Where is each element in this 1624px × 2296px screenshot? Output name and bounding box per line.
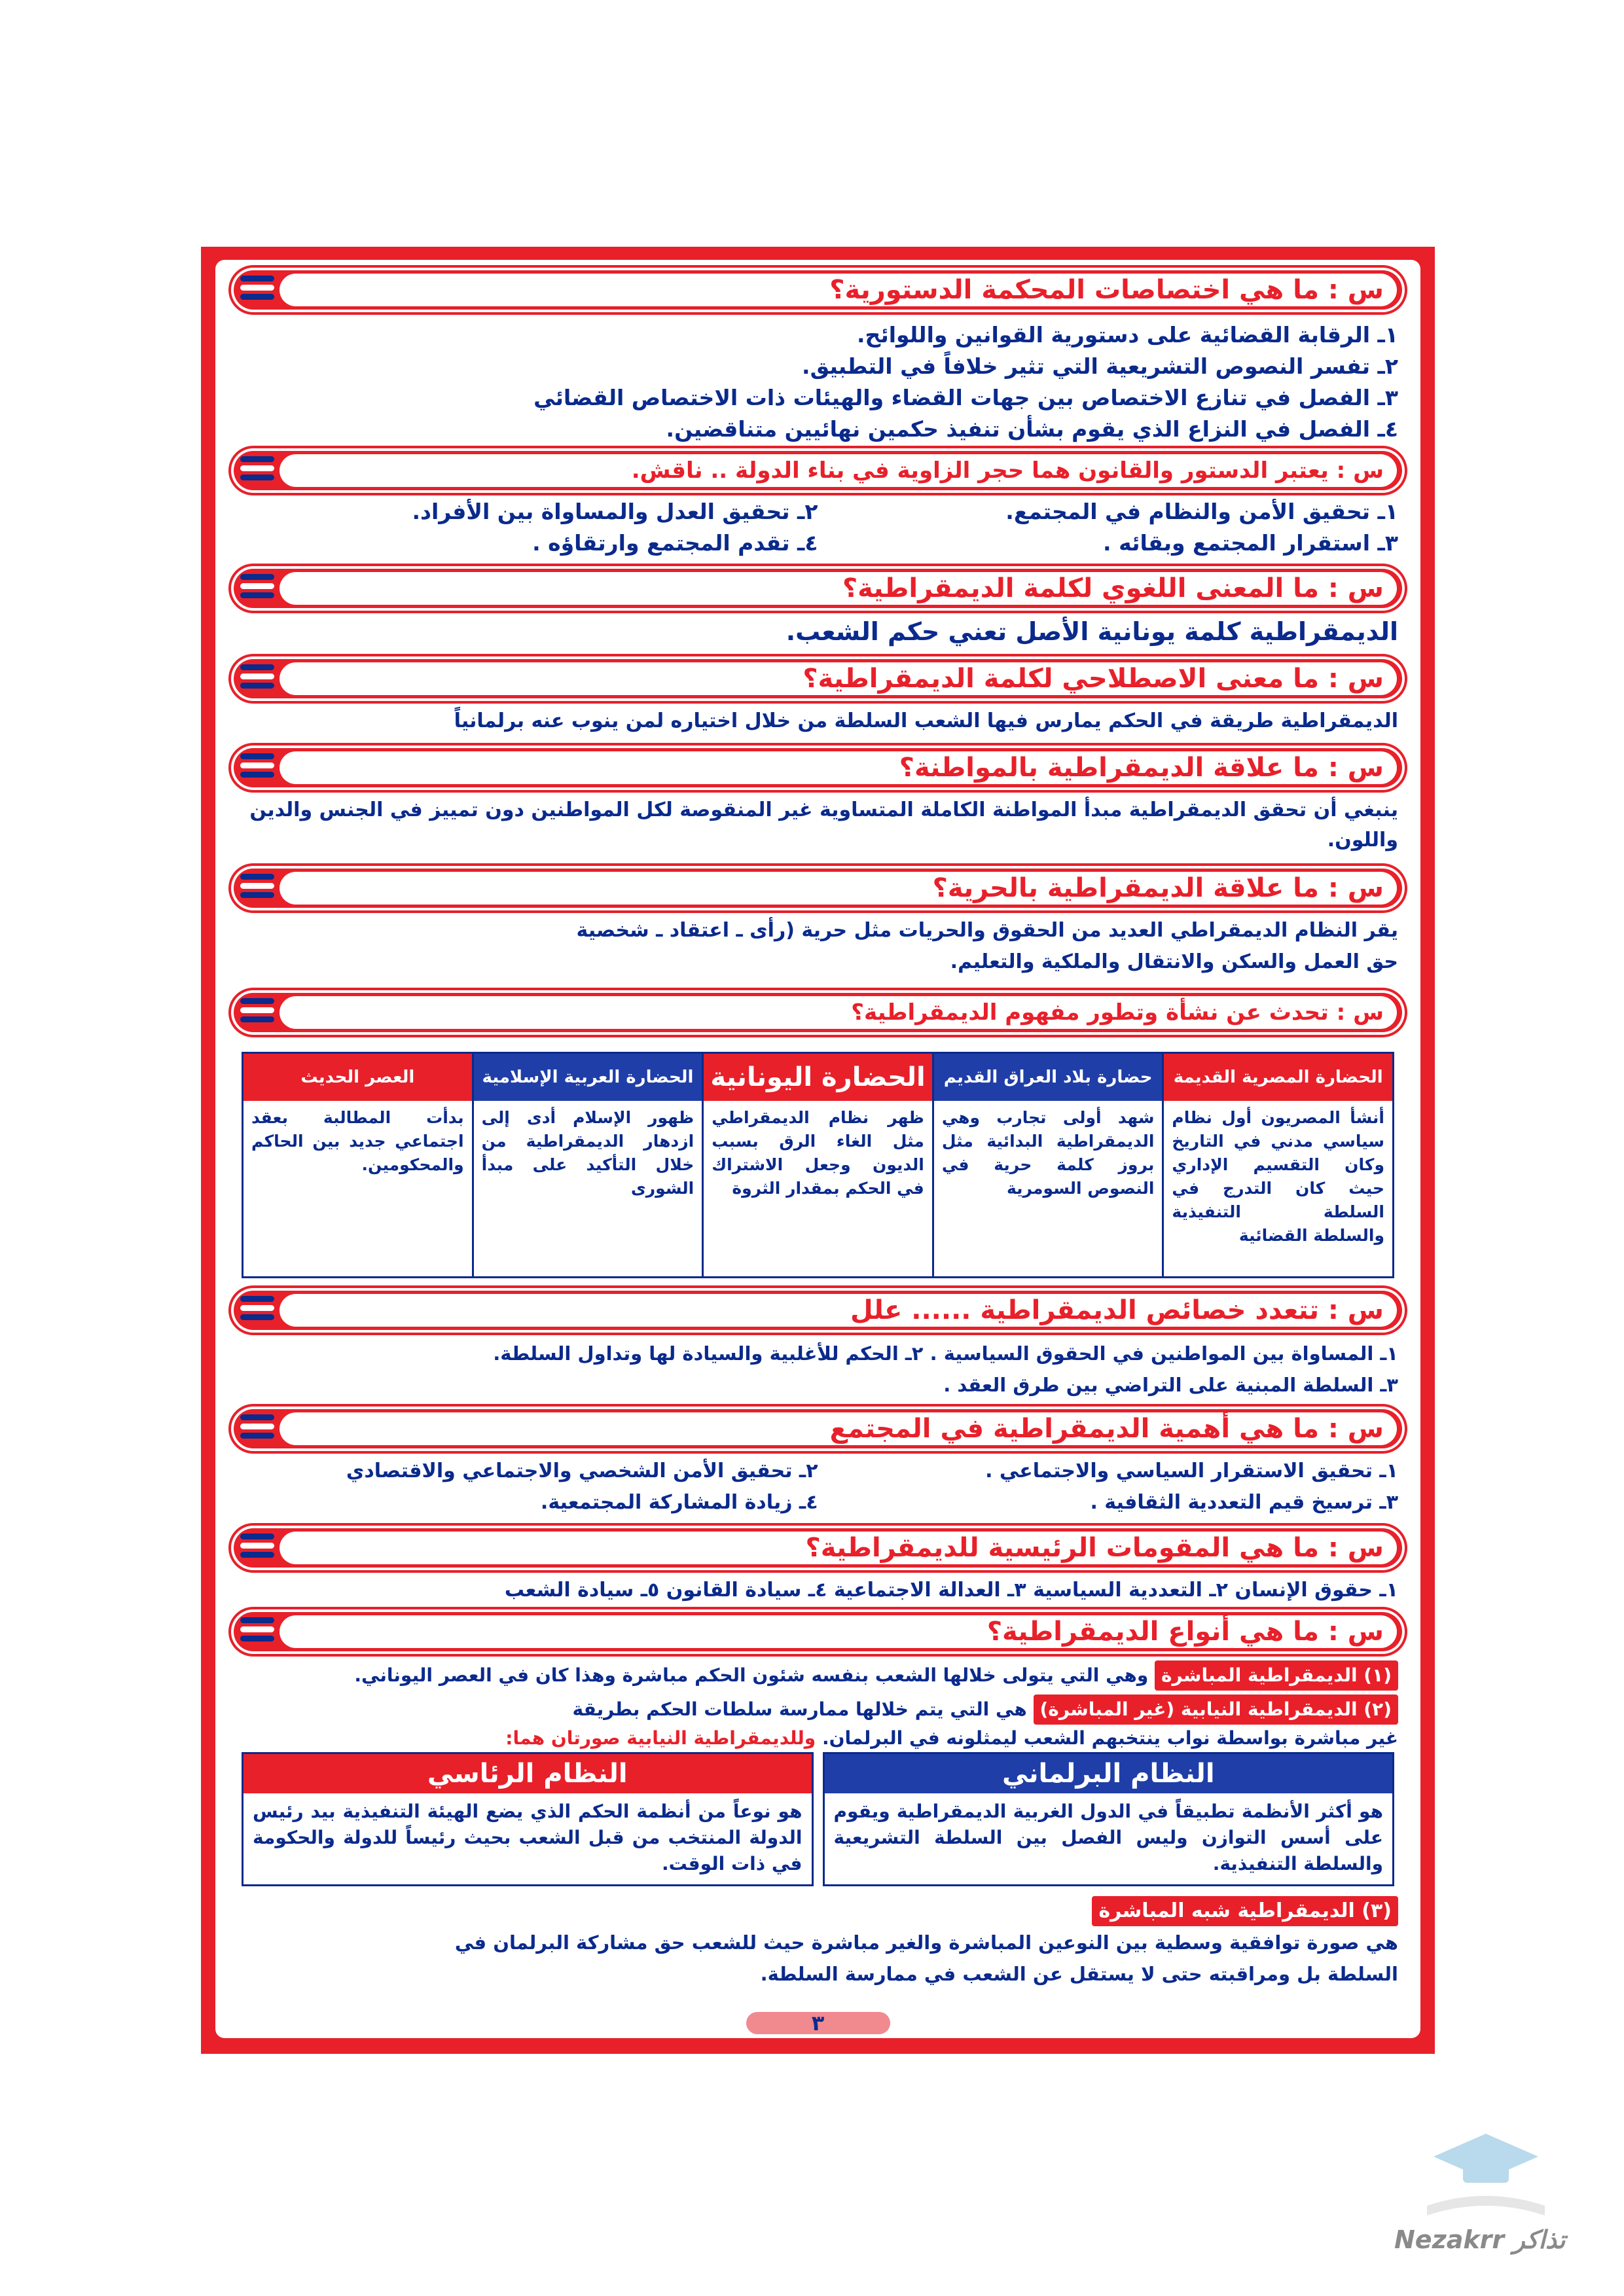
- box-header: النظام البرلماني: [825, 1754, 1393, 1793]
- answer-line: ٣ـ السلطة المبنية على التراضي بين طرق العقد .: [943, 1374, 1398, 1396]
- table-column: [244, 1054, 472, 1276]
- answer-line: ١ـ المساواة بين المواطنين في الحقوق السياسية . ٢ـ الحكم للأغلبية والسيادة لها وتداول السلطة.: [493, 1342, 1398, 1365]
- type-description: غير مباشرة بواسطة نواب ينتخبهم الشعب ليمثلونه في البرلمان.: [821, 1727, 1398, 1749]
- answer-item: ٣ـ ترسيخ قيم التعددية الثقافية .: [1090, 1491, 1398, 1514]
- stripe-decoration: [240, 1296, 274, 1325]
- answer-item: ١ـ تحقيق الأمن والنظام في المجتمع.: [1005, 499, 1398, 524]
- box-body: هو نوعاً من أنظمة الحكم الذي يضع الهيئة التنفيذية بيد رئيس الدولة المنتخب من قبل الشعب بحيث رئيساً للدولة والحكومة في ذات الوقت.: [253, 1801, 803, 1874]
- question-title: س : ما معنى الاصطلاحي لكلمة الديمقراطية؟: [280, 662, 1397, 695]
- answer-row: [238, 1456, 1398, 1486]
- graduation-cap-icon: [1388, 2127, 1584, 2225]
- answer-item: ٢ـ تحقيق العدل والمساواة بين الأفراد.: [412, 499, 818, 524]
- stripe-decoration: [240, 874, 274, 903]
- question-title: س : ما هي أنواع الديمقراطية؟: [280, 1615, 1397, 1648]
- question-banner-3: [234, 569, 1402, 608]
- question-banner-2: [234, 451, 1402, 490]
- stripe-decoration: [240, 574, 274, 603]
- answer-paragraph: ينبغي أن تحقق الديمقراطية مبدأ المواطنة الكاملة المتساوية غير المنقوصة لكل المواطنين دون تمييز في الجنس والدين واللون.: [249, 798, 1398, 852]
- answer-item: ١ـ تحقيق الاستقرار السياسي والاجتماعي .: [985, 1460, 1398, 1482]
- stripe-decoration: [240, 456, 274, 485]
- column-body: ظهور الإسلام أدى إلى ازدهار الديمقراطية من خلال التأكيد على مبدأ الشورى: [481, 1108, 695, 1198]
- page-content: [215, 260, 1420, 2038]
- question-title: س : ما هي المقومات الرئيسية للديمقراطية؟: [280, 1532, 1397, 1564]
- answer-line: ٢ـ تفسر النصوص التشريعية التي تثير خلافاً في التطبيق.: [802, 353, 1398, 379]
- question-title: س : تحدث عن نشأة وتطور مفهوم الديمقراطية؟: [280, 996, 1397, 1029]
- type-3-line: [238, 1896, 1398, 1926]
- column-header: العصر الحديث: [244, 1054, 472, 1101]
- type-label: (٢) الديمقراطية النيابية (غير المباشرة): [1034, 1695, 1399, 1725]
- question-title: س : ما علاقة الديمقراطية بالحرية؟: [280, 872, 1397, 905]
- type-description: هي التي يتم خلالها ممارسة سلطات الحكم بطريقة: [572, 1698, 1027, 1720]
- question-title: س : ما المعنى اللغوي لكلمة الديمقراطية؟: [280, 572, 1397, 605]
- column-header: الحضارة اليونانية: [704, 1054, 932, 1101]
- stripe-decoration: [240, 1414, 274, 1443]
- column-header: الحضارة المصرية القديمة: [1164, 1054, 1392, 1101]
- answer-line: ٤ـ الفصل في النزاع الذي يقوم بشأن تنفيذ حكمين نهائيين متناقضين.: [666, 416, 1398, 442]
- page-number: ٣: [746, 2012, 890, 2034]
- type-1-line: [238, 1660, 1398, 1691]
- type-label: (٣) الديمقراطية شبه المباشرة: [1092, 1896, 1398, 1926]
- question-banner-11: [234, 1612, 1402, 1651]
- answer-line: الديمقراطية كلمة يونانية الأصل تعني حكم الشعب.: [785, 617, 1398, 646]
- stripe-decoration: [240, 664, 274, 693]
- answer-item: ٤ـ تقدم المجتمع وارتقاؤه .: [532, 530, 818, 556]
- column-body: شهد أولى تجارب وهي الديمقراطية البدائية مثل بروز كلمة حرية في النصوص السومرية: [941, 1108, 1155, 1198]
- presidential-box: [242, 1752, 814, 1886]
- table-column: [932, 1054, 1163, 1276]
- table-column: [472, 1054, 702, 1276]
- answer-item: ٤ـ زيادة المشاركة المجتمعية.: [540, 1491, 818, 1514]
- question-banner-7: [234, 993, 1402, 1032]
- question-banner-8: [234, 1291, 1402, 1330]
- parliamentary-box: [823, 1752, 1395, 1886]
- logo: [1388, 2127, 1584, 2258]
- answer-row: [238, 1488, 1398, 1518]
- watermark-text: Nezakrr تذاكر: [1394, 2225, 1566, 2254]
- column-header: الحضارة العربية الإسلامية: [474, 1054, 702, 1101]
- question-title: س : ما علاقة الديمقراطية بالمواطنة؟: [280, 751, 1397, 784]
- civilizations-table: [242, 1052, 1394, 1278]
- question-banner-5: [234, 748, 1402, 787]
- answer-line: السلطة بل ومراقبته حتى لا يستقل عن الشعب في ممارسة السلطة.: [760, 1963, 1398, 1985]
- type-description-emphasis: وللديمقراطية النيابية صورتان هما:: [505, 1727, 816, 1749]
- type-description: وهي التي يتولى خلالها الشعب بنفسه شئون الحكم مباشرة وهذا كان في العصر اليوناني.: [354, 1664, 1149, 1686]
- question-title: س : ما هي أهمية الديمقراطية في المجتمع: [280, 1412, 1397, 1445]
- question-banner-4: [234, 659, 1402, 698]
- question-banner-9: [234, 1409, 1402, 1448]
- stripe-decoration: [240, 1617, 274, 1646]
- answer-item: ٣ـ استقرار المجتمع وبقائه .: [1103, 530, 1398, 556]
- answer-line: الديمقراطية طريقة في الحكم يمارس فيها الشعب السلطة من خلال اختياره لمن ينوب عنه برلمانياً: [454, 709, 1398, 732]
- box-body: هو أكثر الأنظمة تطبيقاً في الدول الغربية الديمقراطية ويقوم على أسس التوازن وليس الفصل بين السلطة التشريعية والسلطة التنفيذية.: [833, 1801, 1383, 1874]
- answer-item: ٢ـ تحقيق الأمن الشخصي والاجتماعي والاقتصادي: [346, 1460, 818, 1482]
- type-2-continued: [238, 1723, 1398, 1753]
- page-frame: [201, 247, 1435, 2054]
- answer-row: [238, 528, 1398, 558]
- stripe-decoration: [240, 753, 274, 782]
- answer-line: ٣ـ الفصل في تنازع الاختصاص بين جهات القضاء والهيئات ذات الاختصاص القضائي: [533, 385, 1398, 410]
- answer-line: هي صورة توافقية وسطية بين النوعين المباشرة والغير مباشرة حيث للشعب حق مشاركة البرلمان في: [454, 1931, 1398, 1954]
- type-label: (١) الديمقراطية المباشرة: [1155, 1660, 1398, 1691]
- column-body: ظهر نظام الديمقراطي مثل الغاء الرق بسبب الديون وجعل الاشتراك في الحكم بمقدار الثروة: [712, 1108, 924, 1198]
- answer-line: ١ـ الرقابة القضائية على دستورية القوانين واللوائح.: [857, 322, 1398, 348]
- box-header: النظام الرئاسي: [244, 1754, 812, 1793]
- column-header: حضارة بلاد العراق القديم: [934, 1054, 1163, 1101]
- question-title: س : ما هي اختصاصات المحكمة الدستورية؟: [280, 274, 1397, 306]
- answer-line: ١ـ حقوق الإنسان ٢ـ التعددية السياسية ٣ـ العدالة الاجتماعية ٤ـ سيادة القانون ٥ـ سيادة الشعب: [504, 1579, 1398, 1602]
- answer-line: يقر النظام الديمقراطي العديد من الحقوق والحريات مثل حرية (رأى ـ اعتقاد ـ شخصية: [576, 919, 1398, 942]
- column-body: أنشأ المصريون أول نظام سياسي مدني في التاريخ وكان التقسيم الإداري حيث كان التدرج في السلطة التنفيذية والسلطة القضائية: [1172, 1108, 1384, 1245]
- representative-systems: [242, 1752, 1394, 1886]
- stripe-decoration: [240, 276, 274, 304]
- stripe-decoration: [240, 998, 274, 1027]
- question-banner-10: [234, 1528, 1402, 1568]
- answer-row: [238, 497, 1398, 527]
- answer-line: حق العمل والسكن والانتقال والملكية والتعليم.: [950, 950, 1398, 973]
- question-title: س : تتعدد خصائص الديمقراطية ...... علل: [280, 1294, 1397, 1327]
- column-body: بدأت المطالبة بعقد اجتماعي جديد بين الحاكم والمحكومين.: [251, 1108, 464, 1174]
- question-title: س : يعتبر الدستور والقانون هما حجر الزاوية في بناء الدولة .. ناقش.: [280, 454, 1397, 487]
- question-banner-1: [234, 270, 1402, 310]
- table-column: [1162, 1054, 1392, 1276]
- table-column: [702, 1054, 932, 1276]
- question-banner-6: [234, 869, 1402, 908]
- type-2-line: [238, 1695, 1398, 1725]
- stripe-decoration: [240, 1534, 274, 1562]
